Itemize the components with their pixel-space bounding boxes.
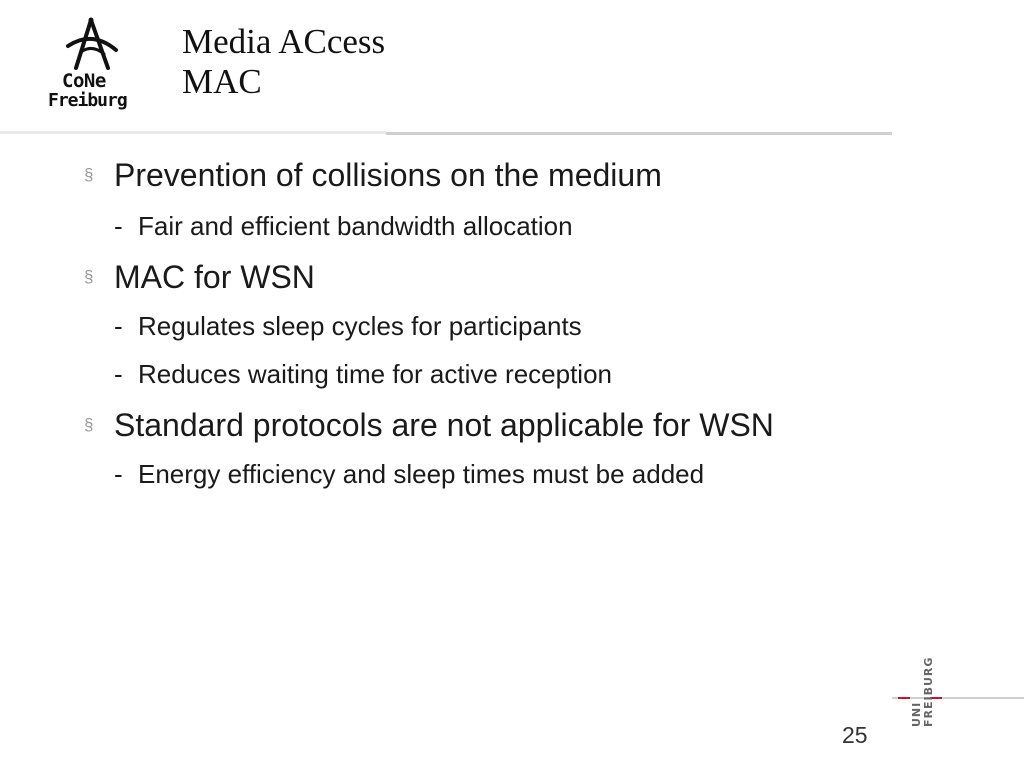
sub-bullet-item xyxy=(114,459,704,490)
footer-rule xyxy=(892,697,1024,699)
dash-bullet-icon: - xyxy=(114,211,123,241)
uni-freiburg-logo-freiburg: FREIBURG xyxy=(922,656,935,727)
logo-text-cone: CoNe xyxy=(62,70,106,92)
dash-bullet-icon: - xyxy=(114,459,123,489)
sub-bullet-item xyxy=(114,359,612,390)
page-number: 25 xyxy=(842,722,868,748)
bullet-item xyxy=(84,157,662,194)
bullet-text: Prevention of collisions on the medium xyxy=(114,157,662,193)
antenna-tower-icon xyxy=(62,16,124,72)
bullet-text: Standard protocols are not applicable for WSN xyxy=(114,407,774,443)
dash-bullet-icon: - xyxy=(114,359,123,389)
sub-bullet-text: Energy efficiency and sleep times must be added xyxy=(138,459,705,489)
footer-accent-left xyxy=(898,697,910,699)
slide-title-line1: Media ACcess xyxy=(182,22,386,61)
sub-bullet-item xyxy=(114,311,582,342)
sub-bullet-text: Reduces waiting time for active reception xyxy=(138,359,613,389)
sub-bullet-item xyxy=(114,211,573,242)
title-divider-left xyxy=(0,131,386,134)
cone-freiburg-logo xyxy=(48,16,152,116)
square-bullet-icon: § xyxy=(84,165,94,184)
slide-title-line2: MAC xyxy=(182,62,262,101)
square-bullet-icon: § xyxy=(84,267,94,286)
sub-bullet-text: Regulates sleep cycles for participants xyxy=(138,311,582,341)
dash-bullet-icon: - xyxy=(114,311,123,341)
slide-title xyxy=(182,22,385,102)
sub-bullet-text: Fair and efficient bandwidth allocation xyxy=(138,211,573,241)
bullet-text: MAC for WSN xyxy=(114,259,315,295)
logo-text-freiburg: Freiburg xyxy=(48,90,127,111)
title-divider-right xyxy=(386,132,892,135)
bullet-item xyxy=(84,407,774,444)
square-bullet-icon: § xyxy=(84,415,94,434)
bullet-item xyxy=(84,259,315,296)
uni-freiburg-logo-uni: UNI xyxy=(910,701,923,727)
